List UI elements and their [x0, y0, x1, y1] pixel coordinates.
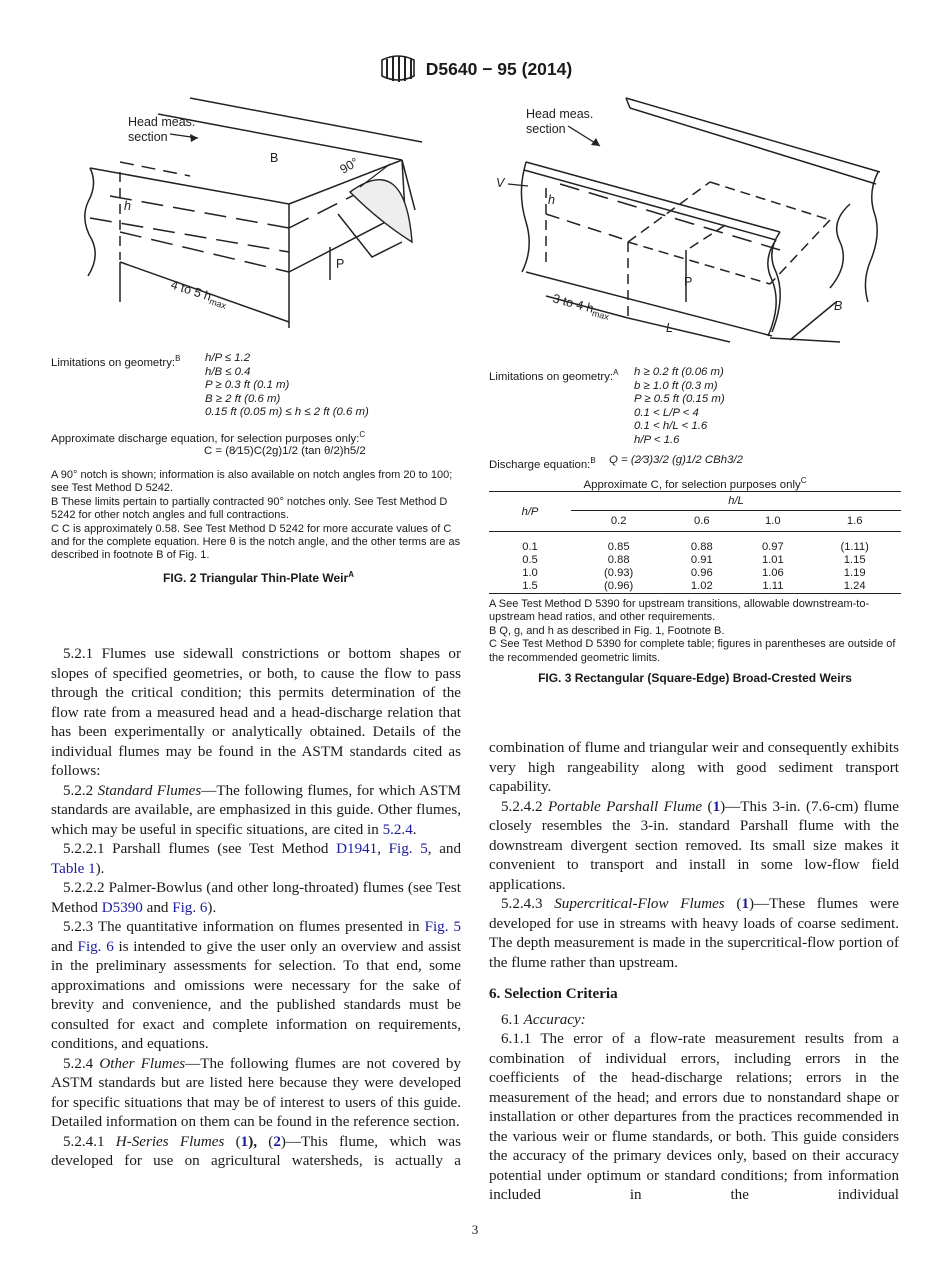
fig3-label-b: B [834, 299, 843, 313]
fig2-limit-item: P ≥ 0.3 ft (0.1 m) [205, 379, 290, 392]
fig3-discharge-sup: B [590, 456, 596, 465]
fig3-footnote-c: C See Test Method D 5390 for complete table; figures in parentheses are outside of the recommended geometric limits. [489, 638, 896, 664]
fig2-label-h: h [124, 199, 131, 213]
table-row [489, 553, 901, 566]
fig2-limit-item: h/B ≤ 0.4 [205, 365, 251, 378]
paragraph: 5.2.2.2 Palmer-Bowlus (and other long-throated) flumes (see Test Method D5390 and Fig. 6). [51, 880, 461, 916]
fig2-equation: C = (8⁄15)C(2g)1/2 (tan θ/2)h5/2 [204, 445, 366, 457]
table-col-header: 1.0 [765, 515, 781, 527]
table-cell: 1.11 [762, 580, 784, 593]
fig2-limitations-label: Limitations on geometry: [51, 356, 176, 369]
paragraph: 5.2.3 The quantitative information on flumes presented in Fig. 5 and Fig. 6 is intended to give the user only an overview and assist in the preliminary assessments for selection. To that end, some approximations and omissions were necessary for the sake of brevity and convenience, and the published standards must be consulted for exact and complete information on requirements, conditions, and equations. [51, 919, 462, 1052]
paragraph: 5.2.2.1 Parshall flumes (see Test Method D1941, Fig. 5, and Table 1). [51, 841, 462, 877]
table-col-header: 0.2 [610, 515, 627, 527]
table-cell: 0.91 [690, 553, 713, 566]
page-number: 3 [471, 1222, 479, 1237]
table-col-header: 0.6 [694, 515, 710, 527]
fig3-footnote-b: B Q, g, and h as described in Fig. 1, Footnote B. [489, 624, 725, 637]
fig3-label-p: P [684, 275, 693, 289]
fig3-equation: Q = (2⁄3)3/2 (g)1/2 CBh3/2 [609, 454, 743, 466]
paragraph: 5.2.2 Standard Flumes—The following flumes, for which ASTM standards are available, are emphasized in this guide. Other flumes, which may be useful in specific situations, are cited in 5.2.4. [51, 782, 461, 838]
table-cell-hp: 0.1 [522, 540, 538, 553]
paragraph: combination of flume and triangular weir and consequently exhibits very high rangeability along with good sediment transport capability. [489, 740, 899, 795]
table-cell: 1.06 [761, 566, 784, 579]
table-cell: 0.97 [761, 540, 784, 553]
right-column [489, 739, 899, 1206]
ref-link[interactable]: 1 [240, 1133, 249, 1150]
fig3-label-h: h [548, 193, 555, 207]
table-row [489, 580, 901, 594]
paragraph: 6.1 Accuracy: [501, 1011, 586, 1028]
table-cell-hp: 1.5 [522, 580, 538, 593]
table-cell: 0.96 [690, 566, 713, 579]
paragraph: 5.2.1 Flumes use sidewall constrictions or bottom shapes or slopes of specified geometries, or both, to cause the flow to pass through the critical condition; this permits determination of the flow rate from a measured head and a head-discharge relation that has been experimentally or analytically obtained. Details of the individual flumes may be found in the ASTM standards cited as follows: [51, 646, 461, 779]
table-cell: (0.96) [604, 580, 634, 593]
table-cell: (1.11) [840, 540, 869, 553]
table-header-hl: h/L [571, 492, 901, 511]
fig3-limit-item: b ≥ 1.0 ft (0.3 m) [634, 379, 718, 392]
left-column [51, 645, 461, 1172]
fig2-label-angle: 90° [337, 155, 361, 177]
fig2-label-p: P [336, 257, 345, 271]
fig3-limit-item: 0.1 < h/L < 1.6 [634, 420, 708, 433]
table-cell-hp: 0.5 [522, 553, 538, 566]
fig3-limit-item: 0.1 < L/P < 4 [634, 406, 699, 419]
ref-link[interactable]: 2 [273, 1133, 281, 1150]
paragraph: 5.2.4.3 Supercritical-Flow Flumes (1)—These flumes were developed for use in streams with heavy loads of coarse sediment. The depth measurement is made in the supercritical-flow portion of the flume rather than upstream. [489, 896, 899, 971]
table-row [489, 566, 901, 579]
paragraph: 5.2.4.2 Portable Parshall Flume (1)—This 3-in. (7.6-cm) flume closely resembles the 3-in. standard Parshall flume with the downstream divergent section removed. Its small size makes it convenient to transport and install in some low-flow field applications. [489, 798, 899, 893]
fig2-footnote-b: B These limits pertain to partially contracted 90° notches only. See Test Method D 5242 for other notch angles and full contractions. [51, 495, 448, 522]
fig3-table-title-text: Approximate C, for selection purposes only [583, 478, 801, 491]
table-cell: 0.88 [607, 553, 630, 566]
fig2-footnote-c: C C is approximately 0.58. See Test Method D 5242 for more accurate values of C and for the complete equation. Here θ is the notch angle, and the other terms are as described in footnote B of Fig. 1. [51, 522, 461, 562]
fig2-label-head-meas: Head meas. [128, 115, 196, 129]
fig3-limit-item: h/P < 1.6 [634, 433, 680, 446]
table-cell: 1.24 [843, 580, 866, 593]
ref-link[interactable]: Table 1 [51, 860, 96, 877]
fig3-limit-item: h ≥ 0.2 ft (0.06 m) [634, 366, 724, 378]
table-cell-hp: 1.0 [522, 566, 538, 579]
fig3-discharge-label: Discharge equation: [489, 458, 591, 471]
table-cell: 1.01 [761, 553, 784, 566]
fig2-label-section: section [128, 130, 168, 144]
table-row [489, 540, 901, 553]
fig3-footnotes [489, 598, 901, 665]
ref-link[interactable]: 5.2.4 [382, 821, 413, 838]
ref-link[interactable]: Fig. 5 [424, 919, 462, 935]
table-cell: 0.88 [690, 540, 713, 553]
fig2-drawing [60, 92, 480, 342]
fig2-footnotes [51, 469, 466, 563]
table-cell: 1.19 [843, 566, 866, 579]
fig2-label-length: 4 to 5 $h_{max}$ [169, 277, 228, 311]
ref-link[interactable]: 1 [712, 798, 721, 815]
fig2-discharge-label: Approximate discharge equation, for selection purposes only: [51, 432, 360, 445]
fig3-label-l: L [666, 321, 673, 335]
fig3-limitations-label: Limitations on geometry: [489, 370, 614, 383]
fig2-caption [51, 570, 466, 585]
ref-link[interactable]: 1 [741, 896, 749, 912]
fig2-footnote-a: A 90° notch is shown; information is also available on notch angles from 20 to 100; see Test Method D 5242. [51, 469, 453, 495]
fig2-limit-item: B ≥ 2 ft (0.6 m) [205, 392, 281, 405]
fig2-discharge-sup: C [359, 430, 366, 439]
fig3-table-title-sup: C [800, 476, 807, 485]
ref-link[interactable]: D5390 [101, 899, 143, 916]
ref-link[interactable]: D1941 [336, 841, 378, 857]
table-col-header: 1.6 [846, 515, 863, 527]
fig3-drawing [490, 92, 890, 350]
fig3-limitations [489, 366, 909, 471]
fig3-limit-item: P ≥ 0.5 ft (0.15 m) [634, 393, 725, 406]
table-cell: 1.15 [843, 553, 866, 566]
fig2-limitations-sup: B [175, 354, 181, 363]
fig3-coefficient-table [489, 491, 901, 594]
table-cell: (0.93) [604, 566, 634, 579]
fig3-footnote-a: A See Test Method D 5390 for upstream transitions, allowable downstream-to-upstream head ratios, and other requirements. [489, 598, 870, 624]
ref-link[interactable]: Fig. 5 [388, 841, 428, 857]
fig3-caption: FIG. 3 Rectangular (Square-Edge) Broad-Crested Weirs [538, 671, 852, 685]
section-heading: 6. Selection Criteria [489, 986, 618, 1002]
fig3-label-v: V [496, 176, 505, 190]
fig3-table-title [489, 474, 901, 492]
fig2-caption-text: FIG. 2 Triangular Thin-Plate Weir [163, 571, 349, 585]
fig3-limitations-sup: A [613, 368, 619, 377]
astm-logo-icon [378, 54, 418, 84]
ref-link[interactable]: Fig. 6 [77, 938, 114, 955]
fig2-limit-item: h/P ≤ 1.2 [205, 352, 251, 364]
document-designation: D5640 − 95 (2014) [425, 58, 573, 79]
paragraph: 6.1.1 The error of a flow-rate measurement results from a combination of individual errors, including errors in the coefficients of the head-discharge relations; errors in the measurement of the head; and errors due to nonstandard shape or installation or other departures from the practices recommended in the various weir or flume standards, or both. This guide considers the accuracy of the primary devices only, based on their accuracy potential under optimum or standard conditions; from information included in the individual [489, 1031, 899, 1203]
paragraph: 5.2.4 Other Flumes—The following flumes are not covered by ASTM standards but are listed here because they were developed for specific situations that may be of interest to users of this guide. Detailed information on them can be found in the reference section. [51, 1055, 461, 1130]
ref-link[interactable]: Fig. 6 [172, 899, 208, 916]
paragraph: 5.2.4.1 H-Series Flumes (1), (2)—This flume, which was developed for use on agricultural watersheds, is actually a [51, 1133, 461, 1169]
fig3-label-section: section [526, 122, 566, 136]
fig2-limitations [51, 352, 481, 452]
page-header [0, 54, 950, 84]
fig2-limit-item: 0.15 ft (0.05 m) ≤ h ≤ 2 ft (0.6 m) [205, 406, 369, 419]
fig2-caption-sup: A [348, 570, 354, 579]
fig3-label-length: 3 to 4 $h_{max}$ [551, 291, 611, 323]
table-cell: 1.02 [690, 580, 713, 593]
fig2-label-b: B [270, 151, 279, 165]
table-cell: 0.85 [607, 540, 630, 553]
table-header-hp: h/P [521, 505, 539, 518]
fig3-label-head-meas: Head meas. [526, 107, 594, 121]
